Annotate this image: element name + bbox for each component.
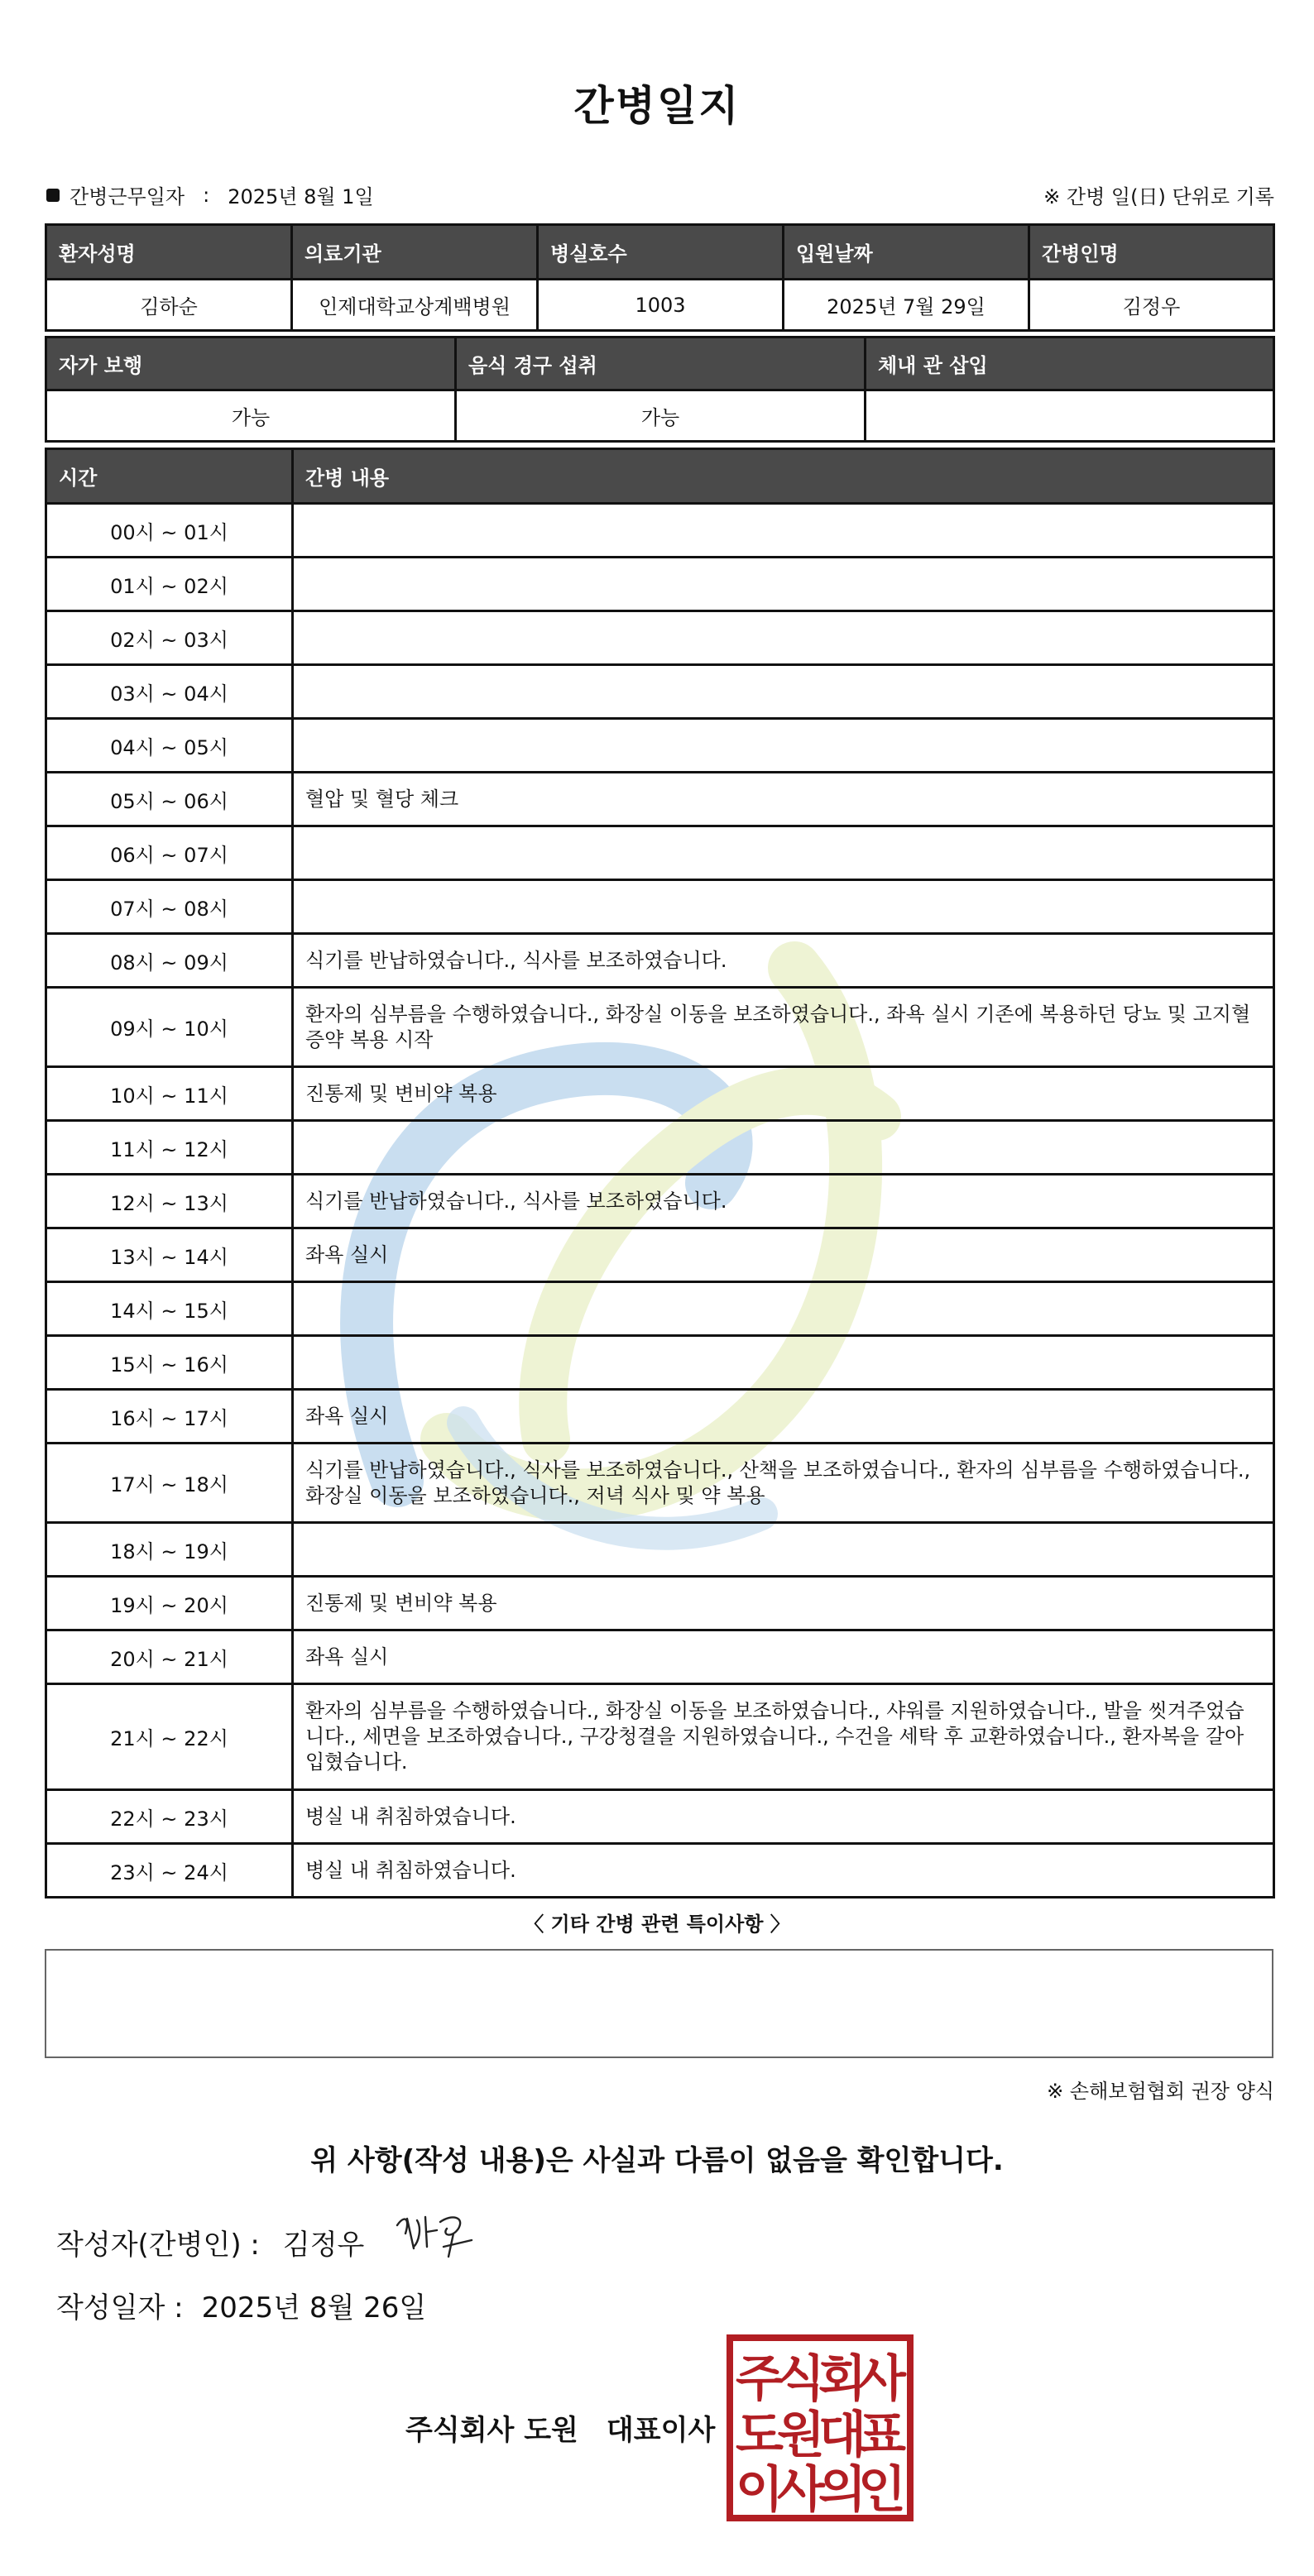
care-content: 환자의 심부름을 수행하였습니다., 화장실 이동을 보조하였습니다., 샤워를 지원하였습니다., 발을 씻겨주었습니다., 세면을 보조하였습니다., 구강청결을 지원하였습니다., 수건을 세탁 후 교환하였습니다., 환자복을 갈아입혔습니다. (293, 1684, 1274, 1790)
svg-text:원: 원 (777, 2406, 825, 2464)
patient-value-row (46, 280, 1274, 331)
room-value: 1003 (538, 280, 784, 331)
signature-image (389, 2209, 488, 2267)
care-content (293, 880, 1274, 934)
time-slot: 02시 ~ 03시 (46, 611, 293, 665)
time-slot: 08시 ~ 09시 (46, 934, 293, 988)
care-content: 식기를 반납하였습니다., 식사를 보조하였습니다. (293, 934, 1274, 988)
care-content: 환자의 심부름을 수행하였습니다., 화장실 이동을 보조하였습니다., 좌욕 실시 기존에 복용하던 당뇨 및 고지혈증약 복용 시작 (293, 988, 1274, 1067)
care-log-row (46, 1630, 1274, 1684)
care-log-row (46, 1228, 1274, 1282)
care-content: 병실 내 취침하였습니다. (293, 1844, 1274, 1898)
care-content: 좌욕 실시 (293, 1228, 1274, 1282)
time-header: 시간 (46, 449, 293, 504)
care-content: 좌욕 실시 (293, 1630, 1274, 1684)
oral-intake-header: 음식 경구 섭취 (456, 338, 866, 390)
hospital-value: 인제대학교상계백병원 (292, 280, 538, 331)
room-header: 병실호수 (538, 225, 784, 280)
care-log-row (46, 988, 1274, 1067)
time-slot: 11시 ~ 12시 (46, 1121, 293, 1175)
company-seal-stamp (727, 2334, 914, 2521)
time-slot: 06시 ~ 07시 (46, 826, 293, 880)
time-slot: 00시 ~ 01시 (46, 504, 293, 558)
care-content (293, 504, 1274, 558)
company-line (405, 2407, 715, 2448)
care-log-row (46, 1390, 1274, 1444)
svg-text:의: 의 (818, 2461, 866, 2519)
caregiver-name-header: 간병인명 (1029, 225, 1274, 280)
admission-date-header: 입원날짜 (784, 225, 1029, 280)
author-label: 작성자(간병인) : (56, 2229, 260, 2262)
status-header-row (46, 338, 1274, 390)
daily-record-note: ※ 간병 일(日) 단위로 기록 (1043, 185, 1274, 208)
svg-text:표: 표 (858, 2406, 906, 2464)
time-slot: 05시 ~ 06시 (46, 773, 293, 826)
time-slot: 19시 ~ 20시 (46, 1577, 293, 1630)
svg-text:대: 대 (818, 2406, 866, 2464)
company-name: 주식회사 도원 (405, 2414, 578, 2447)
care-log-row (46, 1282, 1274, 1336)
time-slot: 18시 ~ 19시 (46, 1523, 293, 1577)
tube-value (866, 390, 1274, 442)
time-slot: 04시 ~ 05시 (46, 719, 293, 773)
time-slot: 14시 ~ 15시 (46, 1282, 293, 1336)
caregiver-name-value: 김정우 (1029, 280, 1274, 331)
recommended-form-note: ※ 손해보험협회 권장 양식 (1047, 2080, 1274, 2103)
care-content: 혈압 및 혈당 체크 (293, 773, 1274, 826)
care-content: 좌욕 실시 (293, 1390, 1274, 1444)
patient-info-table (45, 223, 1275, 332)
work-date-line (46, 180, 374, 209)
patient-name-value: 김하순 (46, 280, 292, 331)
care-log-header-row (46, 449, 1274, 504)
care-log-row (46, 665, 1274, 719)
time-slot: 20시 ~ 21시 (46, 1630, 293, 1684)
care-log-row (46, 1684, 1274, 1790)
remarks-box (45, 1949, 1273, 2058)
tube-header: 체내 관 삽입 (866, 338, 1274, 390)
care-log-row (46, 1336, 1274, 1390)
remarks-title: 〈 기타 간병 관련 특이사항 〉 (524, 1913, 790, 1936)
time-slot: 21시 ~ 22시 (46, 1684, 293, 1790)
care-log-row (46, 826, 1274, 880)
patient-name-header: 환자성명 (46, 225, 292, 280)
care-content (293, 719, 1274, 773)
svg-text:회: 회 (818, 2350, 866, 2408)
care-content (293, 1523, 1274, 1577)
care-content: 진통제 및 변비약 복용 (293, 1067, 1274, 1121)
time-slot: 01시 ~ 02시 (46, 558, 293, 611)
care-log-row (46, 719, 1274, 773)
care-content (293, 1336, 1274, 1390)
oral-intake-value: 가능 (456, 390, 866, 442)
care-log-row (46, 1577, 1274, 1630)
care-log-row (46, 1844, 1274, 1898)
care-log-row (46, 1121, 1274, 1175)
svg-text:도: 도 (736, 2406, 784, 2464)
work-date-label: 간병근무일자 (70, 185, 185, 208)
care-log-row (46, 558, 1274, 611)
walking-header: 자가 보행 (46, 338, 456, 390)
time-slot: 23시 ~ 24시 (46, 1844, 293, 1898)
care-content: 병실 내 취침하였습니다. (293, 1790, 1274, 1844)
svg-text:식: 식 (777, 2350, 825, 2408)
admission-date-value: 2025년 7월 29일 (784, 280, 1029, 331)
care-log-table (45, 448, 1275, 1898)
care-log-row (46, 1790, 1274, 1844)
time-slot: 09시 ~ 10시 (46, 988, 293, 1067)
company-title: 대표이사 (606, 2414, 716, 2447)
svg-text:인: 인 (858, 2461, 906, 2519)
svg-text:이: 이 (736, 2461, 784, 2519)
care-content (293, 1282, 1274, 1336)
time-slot: 17시 ~ 18시 (46, 1444, 293, 1523)
page-title: 간병일지 (573, 82, 741, 130)
time-slot: 03시 ~ 04시 (46, 665, 293, 719)
write-date-value: 2025년 8월 26일 (201, 2291, 427, 2325)
patient-header-row (46, 225, 1274, 280)
author-name: 김정우 (282, 2229, 365, 2262)
time-slot: 12시 ~ 13시 (46, 1175, 293, 1228)
svg-text:주: 주 (736, 2350, 784, 2408)
write-date-line (56, 2285, 426, 2325)
care-log-row (46, 1444, 1274, 1523)
time-slot: 16시 ~ 17시 (46, 1390, 293, 1444)
time-slot: 22시 ~ 23시 (46, 1790, 293, 1844)
time-slot: 07시 ~ 08시 (46, 880, 293, 934)
care-content: 진통제 및 변비약 복용 (293, 1577, 1274, 1630)
content-header: 간병 내용 (293, 449, 1274, 504)
hospital-header: 의료기관 (292, 225, 538, 280)
care-content: 식기를 반납하였습니다., 식사를 보조하였습니다. (293, 1175, 1274, 1228)
bullet-icon (46, 189, 60, 202)
care-content (293, 611, 1274, 665)
status-value-row (46, 390, 1274, 442)
svg-text:사: 사 (777, 2461, 825, 2519)
time-slot: 13시 ~ 14시 (46, 1228, 293, 1282)
care-log-row (46, 1523, 1274, 1577)
care-content: 식기를 반납하였습니다., 식사를 보조하였습니다., 산책을 보조하였습니다., 환자의 심부름을 수행하였습니다., 화장실 이동을 보조하였습니다., 저녁 식사 및 약 복용 (293, 1444, 1274, 1523)
care-content (293, 826, 1274, 880)
care-log-row (46, 611, 1274, 665)
work-date-separator: : (203, 183, 210, 207)
write-date-label: 작성일자 : (56, 2291, 184, 2325)
care-content (293, 558, 1274, 611)
svg-text:사: 사 (858, 2350, 906, 2408)
confirmation-statement: 위 사항(작성 내용)은 사실과 다름이 없음을 확인합니다. (310, 2144, 1004, 2177)
author-line (56, 2222, 364, 2262)
time-slot: 10시 ~ 11시 (46, 1067, 293, 1121)
care-log-row (46, 773, 1274, 826)
work-date-value: 2025년 8월 1일 (228, 185, 374, 208)
care-log-row (46, 504, 1274, 558)
care-log-row (46, 1175, 1274, 1228)
patient-status-table (45, 336, 1275, 443)
care-content (293, 665, 1274, 719)
care-log-row (46, 1067, 1274, 1121)
time-slot: 15시 ~ 16시 (46, 1336, 293, 1390)
care-log-row (46, 934, 1274, 988)
walking-value: 가능 (46, 390, 456, 442)
care-content (293, 1121, 1274, 1175)
care-log-row (46, 880, 1274, 934)
